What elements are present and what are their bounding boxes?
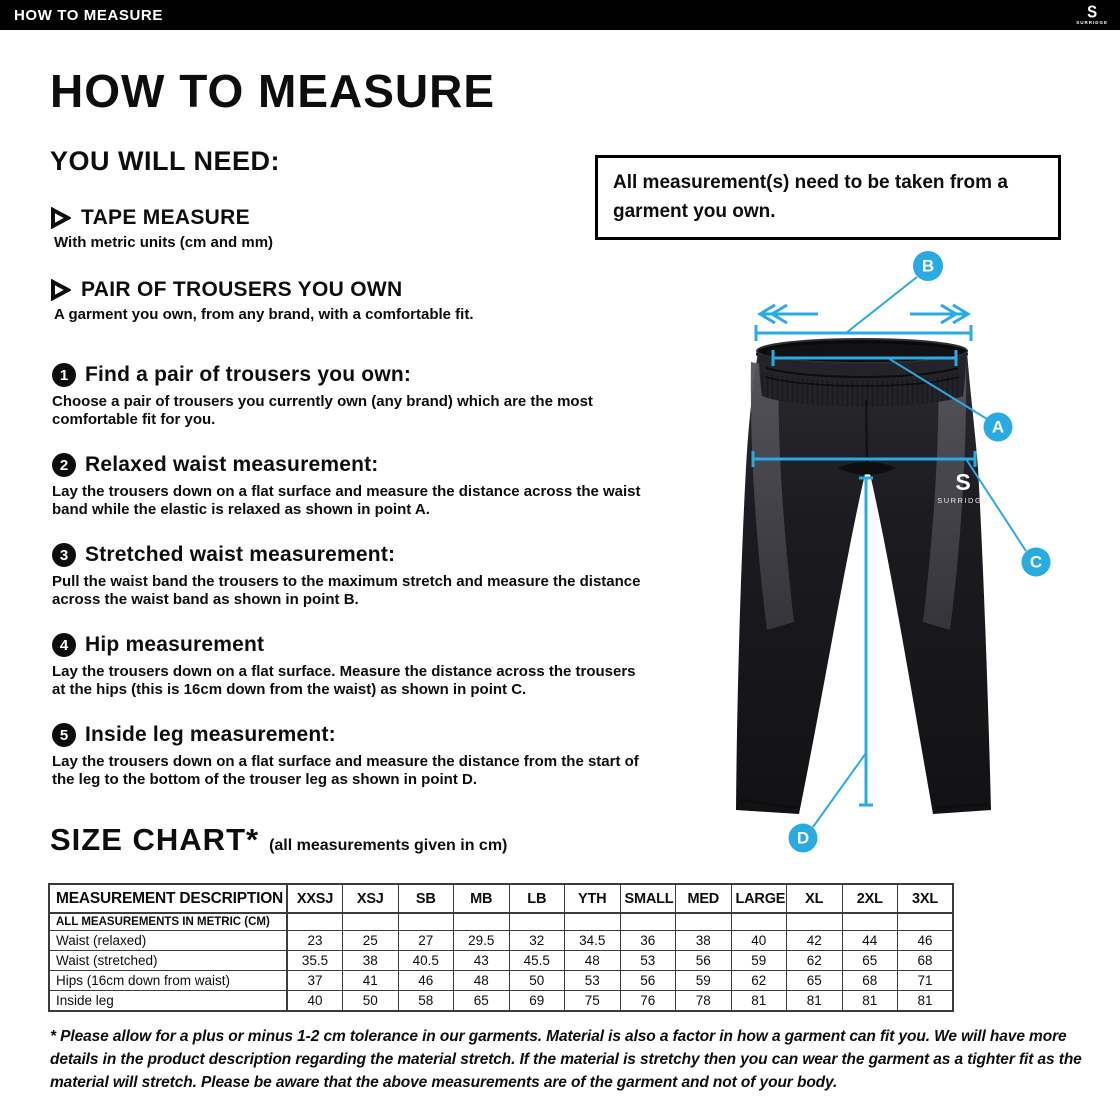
unit-row-empty-cell	[842, 913, 898, 931]
svg-text:A: A	[991, 417, 1005, 437]
size-column-header: LARGE	[731, 884, 787, 913]
measurement-value: 40	[731, 931, 787, 951]
page-title: HOW TO MEASURE	[50, 65, 496, 117]
measurement-value: 37	[287, 971, 343, 991]
measurement-value: 81	[898, 991, 954, 1012]
size-chart-heading	[50, 822, 507, 858]
step-number-badge: 2	[52, 453, 76, 477]
measurement-value: 23	[287, 931, 343, 951]
step-body: Choose a pair of trousers you currently own (any brand) which are the most comfortable fit for you.	[52, 393, 593, 428]
svg-text:D: D	[796, 828, 810, 848]
svg-text:S: S	[955, 469, 971, 495]
size-column-header: 2XL	[842, 884, 898, 913]
measurement-value: 44	[842, 931, 898, 951]
step-body: Lay the trousers down on a flat surface. Measure the distance across the trousers at the hips (this is 16cm down from the waist) as shown in point C.	[52, 663, 636, 698]
step-title: Stretched waist measurement:	[85, 543, 396, 566]
surridge-wordmark: SURRIDGE	[1076, 19, 1108, 25]
size-column-header: XSJ	[343, 884, 399, 913]
triangle-bullet-icon	[50, 279, 71, 301]
measurement-value: 42	[787, 931, 843, 951]
tolerance-footnote: * Please allow for a plus or minus 1-2 cm tolerance in our garments. Material is also a factor in how a garment can fit you. We will have more details in the product description regarding the material stretch. If the material is stretchy then you can wear the garment as a tighter fit as the material will stretch. Please be aware that the above measurements are of the garment and not of your body.	[50, 1028, 1082, 1091]
unit-row-empty-cell	[398, 913, 454, 931]
measurement-value: 69	[509, 991, 565, 1012]
need-item-trousers	[50, 278, 610, 323]
you-will-need-heading: YOU WILL NEED:	[50, 146, 281, 176]
step-number-badge: 1	[52, 363, 76, 387]
measurement-value: 56	[620, 971, 676, 991]
measurement-value: 53	[565, 971, 621, 991]
unit-row-empty-cell	[454, 913, 510, 931]
measurement-value: 50	[509, 971, 565, 991]
measurement-value: 62	[787, 951, 843, 971]
measurement-value: 68	[842, 971, 898, 991]
unit-row-empty-cell	[287, 913, 343, 931]
step-title: Relaxed waist measurement:	[85, 453, 379, 476]
need-subtitle: With metric units (cm and mm)	[54, 234, 274, 251]
need-subtitle: A garment you own, from any brand, with a comfortable fit.	[54, 306, 474, 323]
step-body: Lay the trousers down on a flat surface and measure the distance from the start of the leg to the bottom of the trouser leg as shown in point D.	[52, 753, 639, 788]
measurement-value: 68	[898, 951, 954, 971]
measurement-value: 59	[676, 971, 732, 991]
measurement-value: 78	[676, 991, 732, 1012]
step-1	[52, 363, 652, 429]
triangle-bullet-icon	[50, 207, 71, 229]
unit-row-empty-cell	[343, 913, 399, 931]
size-column-header: LB	[509, 884, 565, 913]
measurement-value: 43	[454, 951, 510, 971]
step-title: Hip measurement	[85, 633, 265, 656]
measurement-value: 65	[842, 951, 898, 971]
topbar	[0, 0, 1120, 30]
measurement-value: 71	[898, 971, 954, 991]
measurement-value: 41	[343, 971, 399, 991]
topbar-title: HOW TO MEASURE	[14, 6, 163, 24]
size-chart-title: SIZE CHART*	[50, 822, 260, 857]
trousers-measurement-diagram	[690, 240, 1120, 900]
measurement-value: 48	[565, 951, 621, 971]
measurement-value: 76	[620, 991, 676, 1012]
size-chart-row	[49, 951, 953, 971]
measurement-value: 48	[454, 971, 510, 991]
measurement-value: 75	[565, 991, 621, 1012]
unit-row-empty-cell	[731, 913, 787, 931]
measurement-value: 45.5	[509, 951, 565, 971]
unit-row-empty-cell	[565, 913, 621, 931]
unit-row-empty-cell	[787, 913, 843, 931]
size-chart-table	[48, 883, 954, 1012]
step-3	[52, 543, 652, 609]
svg-text:SURRIDGE: SURRIDGE	[937, 496, 989, 505]
point-d-marker	[789, 824, 818, 853]
step-title: Inside leg measurement:	[85, 723, 336, 746]
measurement-value: 40	[287, 991, 343, 1012]
measurement-label: Inside leg	[49, 991, 287, 1012]
measurement-value: 29.5	[454, 931, 510, 951]
size-chart-row	[49, 991, 953, 1012]
size-chart-subtitle: (all measurements given in cm)	[269, 837, 508, 854]
measurement-value: 62	[731, 971, 787, 991]
step-number-badge: 5	[52, 723, 76, 747]
surridge-s-icon: S	[1087, 2, 1098, 23]
measurement-value: 53	[620, 951, 676, 971]
step-5	[52, 723, 652, 789]
measurement-value: 58	[398, 991, 454, 1012]
size-column-header: XXSJ	[287, 884, 343, 913]
measurement-notice-box	[595, 155, 1061, 240]
measurement-description-header: MEASUREMENT DESCRIPTION	[49, 884, 287, 913]
measurement-value: 81	[842, 991, 898, 1012]
step-number-badge: 3	[52, 543, 76, 567]
step-number-badge: 4	[52, 633, 76, 657]
size-column-header: MED	[676, 884, 732, 913]
point-a-marker	[984, 413, 1013, 442]
step-title: Find a pair of trousers you own:	[85, 363, 412, 386]
measurement-label: Hips (16cm down from waist)	[49, 971, 287, 991]
measurement-label: Waist (relaxed)	[49, 931, 287, 951]
measurement-value: 35.5	[287, 951, 343, 971]
point-b-marker	[913, 251, 943, 281]
unit-row-label: ALL MEASUREMENTS IN METRIC (CM)	[49, 913, 287, 931]
size-column-header: 3XL	[898, 884, 954, 913]
trousers-illustration	[736, 339, 991, 814]
measurement-value: 81	[787, 991, 843, 1012]
measurement-value: 36	[620, 931, 676, 951]
unit-row-empty-cell	[620, 913, 676, 931]
measurement-value: 40.5	[398, 951, 454, 971]
measurement-value: 38	[343, 951, 399, 971]
size-column-header: SMALL	[620, 884, 676, 913]
measurement-value: 50	[343, 991, 399, 1012]
unit-row-empty-cell	[509, 913, 565, 931]
measurement-value: 25	[343, 931, 399, 951]
measurement-value: 56	[676, 951, 732, 971]
notice-text: All measurement(s) need to be taken from a garment you own.	[613, 172, 1008, 222]
measurement-value: 46	[398, 971, 454, 991]
size-column-header: XL	[787, 884, 843, 913]
size-chart-row	[49, 971, 953, 991]
step-2	[52, 453, 652, 519]
point-c-marker	[1022, 548, 1051, 577]
need-title: TAPE MEASURE	[81, 206, 250, 229]
measurement-value: 34.5	[565, 931, 621, 951]
unit-row-empty-cell	[898, 913, 954, 931]
svg-text:C: C	[1029, 552, 1043, 572]
step-4	[52, 633, 652, 699]
measurement-label: Waist (stretched)	[49, 951, 287, 971]
step-body: Lay the trousers down on a flat surface and measure the distance across the waist band while the elastic is relaxed as shown in point A.	[52, 483, 641, 518]
need-title: PAIR OF TROUSERS YOU OWN	[81, 278, 403, 301]
size-column-header: MB	[454, 884, 510, 913]
surridge-logo	[1076, 2, 1120, 26]
measurement-value: 81	[731, 991, 787, 1012]
need-item-tape-measure	[50, 206, 610, 251]
unit-row	[49, 913, 953, 931]
measurement-value: 59	[731, 951, 787, 971]
measurement-value: 65	[454, 991, 510, 1012]
measurement-value: 46	[898, 931, 954, 951]
unit-row-empty-cell	[676, 913, 732, 931]
size-column-header: SB	[398, 884, 454, 913]
svg-text:B: B	[921, 256, 935, 276]
size-column-header: YTH	[565, 884, 621, 913]
size-chart-header-row	[49, 884, 953, 913]
measurement-value: 38	[676, 931, 732, 951]
measurement-value: 32	[509, 931, 565, 951]
measurement-value: 27	[398, 931, 454, 951]
step-body: Pull the waist band the trousers to the maximum stretch and measure the distance across the waist band as shown in point B.	[52, 573, 641, 608]
measurement-value: 65	[787, 971, 843, 991]
size-chart-row	[49, 931, 953, 951]
